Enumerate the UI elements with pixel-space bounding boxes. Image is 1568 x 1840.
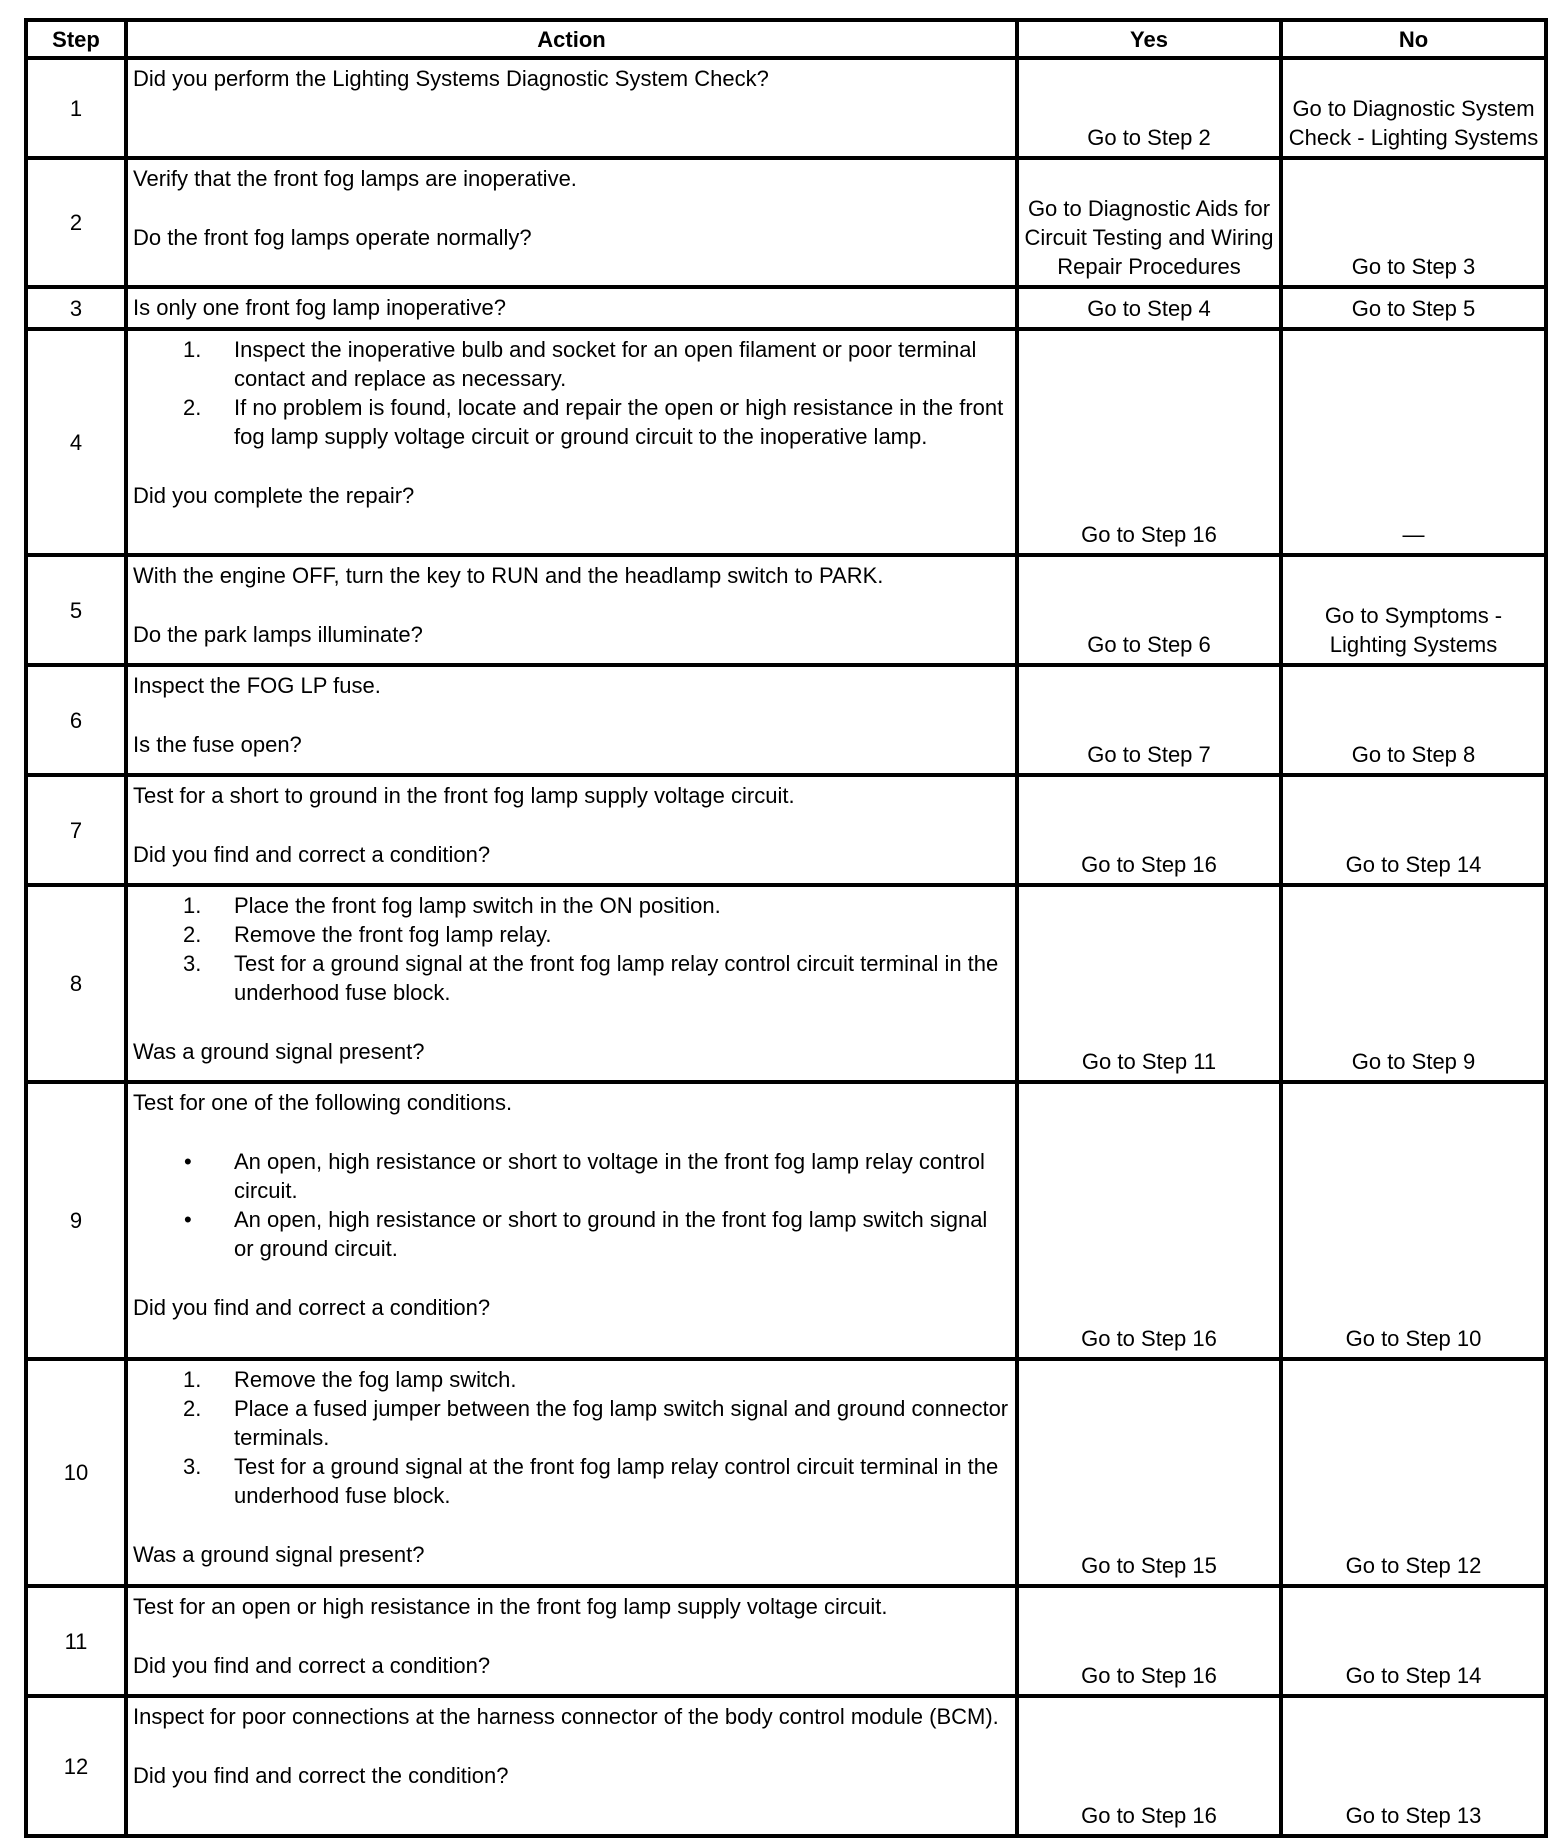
no-cell: Go to Step 8 (1281, 665, 1546, 775)
yes-cell: Go to Step 6 (1017, 555, 1281, 665)
table-row (26, 329, 1546, 555)
list-item: 1. Place the front fog lamp switch in the ON position. (183, 893, 721, 918)
action-list (133, 891, 1011, 1007)
header-yes: Yes (1017, 20, 1281, 58)
no-cell: Go to Diagnostic System Check - Lighting Systems (1281, 58, 1546, 158)
table-row (26, 58, 1546, 158)
step-number: 4 (26, 329, 126, 555)
action-cell (126, 775, 1017, 885)
action-text: Verify that the front fog lamps are inoperative. (133, 166, 577, 191)
table-row (26, 158, 1546, 287)
action-cell (126, 1082, 1017, 1359)
yes-cell: Go to Step 7 (1017, 665, 1281, 775)
yes-cell: Go to Step 16 (1017, 1082, 1281, 1359)
no-cell: Go to Step 13 (1281, 1696, 1546, 1836)
yes-cell: Go to Step 2 (1017, 58, 1281, 158)
yes-cell: Go to Step 4 (1017, 287, 1281, 329)
list-item: 2. If no problem is found, locate and repair the open or high resistance in the front fog lamp supply voltage circuit or ground circuit to the inoperative lamp. (183, 395, 1004, 449)
action-question: Did you find and correct a condition? (133, 842, 491, 867)
action-list (133, 335, 1011, 451)
step-number: 11 (26, 1586, 126, 1696)
yes-cell: Go to Step 16 (1017, 1586, 1281, 1696)
table-row (26, 665, 1546, 775)
step-number: 10 (26, 1359, 126, 1586)
header-action: Action (126, 20, 1017, 58)
action-cell (126, 665, 1017, 775)
step-number: 8 (26, 885, 126, 1082)
action-text: Is only one front fog lamp inoperative? (133, 295, 507, 320)
yes-cell: Go to Step 15 (1017, 1359, 1281, 1586)
no-cell: Go to Step 12 (1281, 1359, 1546, 1586)
action-text: With the engine OFF, turn the key to RUN and the headlamp switch to PARK. (133, 563, 884, 588)
no-cell: — (1281, 329, 1546, 555)
action-question: Did you find and correct the condition? (133, 1763, 509, 1788)
list-item: 1. Inspect the inoperative bulb and socket for an open filament or poor terminal contact and replace as necessary. (183, 337, 977, 391)
list-item: 2. Remove the front fog lamp relay. (183, 922, 552, 947)
action-question: Did you find and correct a condition? (133, 1653, 491, 1678)
table-row (26, 1082, 1546, 1359)
list-item: 3. Test for a ground signal at the front fog lamp relay control circuit terminal in the underhood fuse block. (183, 951, 999, 1005)
action-question: Is the fuse open? (133, 732, 302, 757)
action-bullets (133, 1147, 1011, 1263)
action-text: Inspect for poor connections at the harness connector of the body control module (BCM). (133, 1704, 999, 1729)
table-row (26, 1586, 1546, 1696)
action-text: Did you perform the Lighting Systems Diagnostic System Check? (133, 66, 769, 91)
table-row (26, 1696, 1546, 1836)
step-number: 12 (26, 1696, 126, 1836)
action-question: Did you complete the repair? (133, 483, 415, 508)
header-step: Step (26, 20, 126, 58)
action-cell (126, 329, 1017, 555)
action-question: Do the front fog lamps operate normally? (133, 225, 532, 250)
no-cell: Go to Step 5 (1281, 287, 1546, 329)
action-question: Did you find and correct a condition? (133, 1295, 491, 1320)
step-number: 7 (26, 775, 126, 885)
step-number: 1 (26, 58, 126, 158)
yes-cell: Go to Step 16 (1017, 775, 1281, 885)
action-cell (126, 885, 1017, 1082)
action-cell (126, 1359, 1017, 1586)
action-cell (126, 555, 1017, 665)
action-cell (126, 158, 1017, 287)
action-text: Inspect the FOG LP fuse. (133, 673, 381, 698)
diagnostic-table-page (24, 18, 1548, 1838)
action-cell (126, 287, 1017, 329)
no-cell: Go to Step 10 (1281, 1082, 1546, 1359)
action-cell (126, 58, 1017, 158)
action-question: Was a ground signal present? (133, 1039, 425, 1064)
action-text: Test for one of the following conditions. (133, 1090, 513, 1115)
yes-cell: Go to Step 16 (1017, 329, 1281, 555)
header-row (26, 20, 1546, 58)
table-row (26, 287, 1546, 329)
diagnostic-table (24, 18, 1548, 1838)
action-cell (126, 1586, 1017, 1696)
yes-cell: Go to Step 16 (1017, 1696, 1281, 1836)
no-cell: Go to Step 14 (1281, 775, 1546, 885)
list-item: • An open, high resistance or short to voltage in the front fog lamp relay control circuit. (184, 1149, 985, 1203)
table-row (26, 775, 1546, 885)
table-row (26, 885, 1546, 1082)
action-text: Test for an open or high resistance in the front fog lamp supply voltage circuit. (133, 1594, 888, 1619)
step-number: 6 (26, 665, 126, 775)
no-cell: Go to Step 9 (1281, 885, 1546, 1082)
list-item: • An open, high resistance or short to ground in the front fog lamp switch signal or ground circuit. (184, 1207, 988, 1261)
table-row (26, 555, 1546, 665)
step-number: 3 (26, 287, 126, 329)
step-number: 9 (26, 1082, 126, 1359)
step-number: 2 (26, 158, 126, 287)
list-item: 3. Test for a ground signal at the front fog lamp relay control circuit terminal in the underhood fuse block. (183, 1454, 999, 1508)
action-cell (126, 1696, 1017, 1836)
header-no: No (1281, 20, 1546, 58)
table-row (26, 1359, 1546, 1586)
action-list (133, 1365, 1011, 1510)
yes-cell: Go to Step 11 (1017, 885, 1281, 1082)
action-text: Test for a short to ground in the front fog lamp supply voltage circuit. (133, 783, 795, 808)
action-question: Do the park lamps illuminate? (133, 622, 423, 647)
step-number: 5 (26, 555, 126, 665)
no-cell: Go to Symptoms - Lighting Systems (1281, 555, 1546, 665)
list-item: 2. Place a fused jumper between the fog lamp switch signal and ground connector terminals. (183, 1396, 1009, 1450)
action-question: Was a ground signal present? (133, 1542, 425, 1567)
list-item: 1. Remove the fog lamp switch. (183, 1367, 517, 1392)
no-cell: Go to Step 3 (1281, 158, 1546, 287)
yes-cell: Go to Diagnostic Aids for Circuit Testing and Wiring Repair Procedures (1017, 158, 1281, 287)
no-cell: Go to Step 14 (1281, 1586, 1546, 1696)
